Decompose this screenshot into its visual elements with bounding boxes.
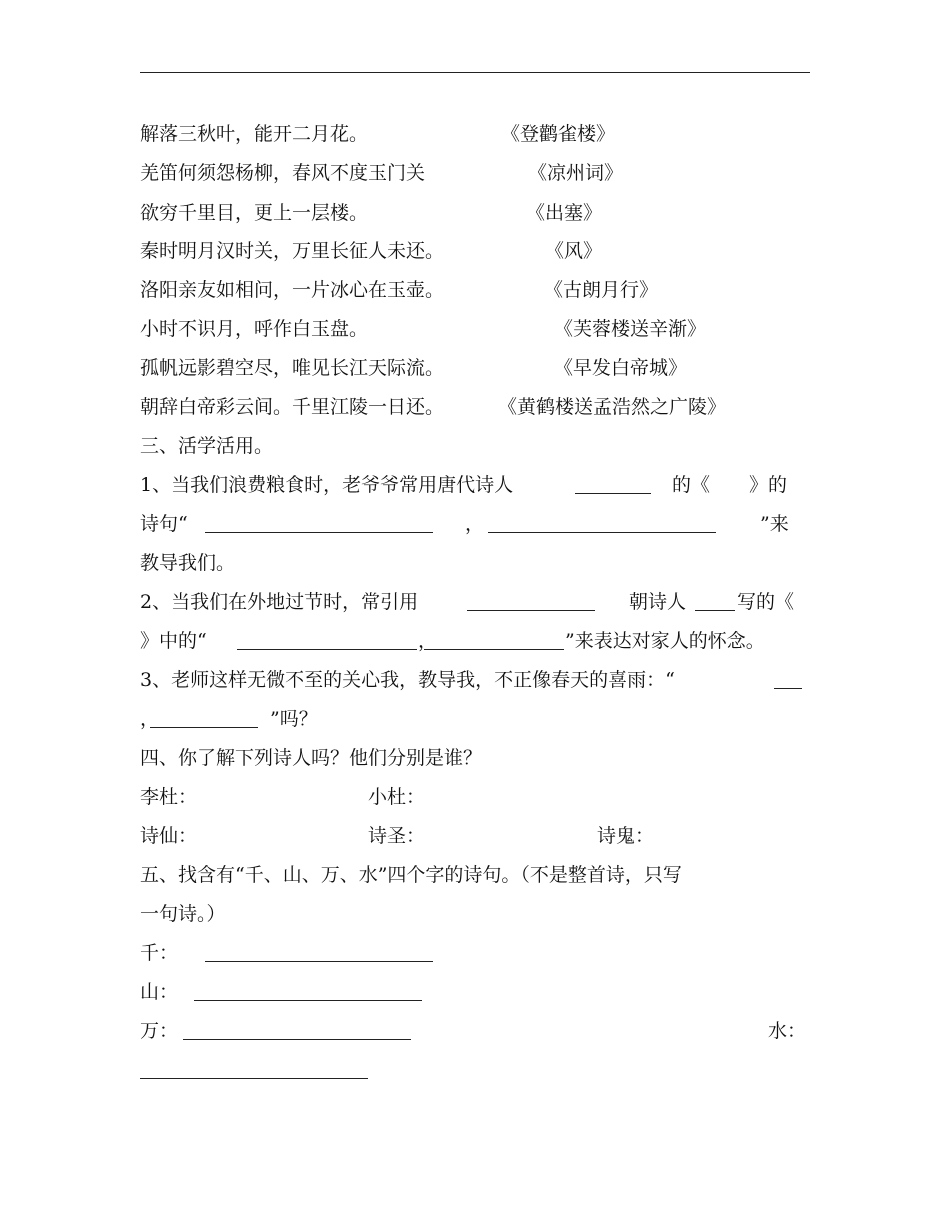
header-rule (140, 72, 810, 73)
wan-blank[interactable] (183, 1020, 411, 1040)
label-shui: 水： (768, 1020, 807, 1042)
poem-title: 《黄鹤楼送孟浩然之广陵》 (498, 396, 727, 418)
verse-line: 羌笛何须怨杨柳，春风不度玉门关 (140, 162, 426, 184)
label-shi-xian: 诗仙： (140, 825, 198, 847)
q2-text-c: 写的《 (737, 591, 795, 613)
q1-verse-blank-1[interactable] (205, 513, 433, 533)
q3-text-a: 3、老师这样无微不至的关心我，教导我，不正像春天的喜雨：“ (140, 669, 675, 691)
q1-text-c: 》的 (749, 474, 788, 496)
q1-text-d: 诗句“ (140, 513, 188, 535)
shui-blank[interactable] (140, 1059, 368, 1079)
q1-text-a: 1、当我们浪费粮食时，老爷爷常用唐代诗人 (140, 474, 514, 496)
verse-line: 洛阳亲友如相问，一片冰心在玉壶。 (140, 279, 445, 301)
q2-text-f: ”来表达对家人的怀念。 (565, 630, 765, 652)
q2-text-e: ， (418, 630, 438, 652)
q1-text-e: ， (465, 513, 485, 535)
shan-blank[interactable] (194, 981, 422, 1001)
q3-text-b: ， (140, 708, 160, 730)
label-li-du: 李杜： (140, 786, 198, 808)
q1-verse-blank-2[interactable] (488, 513, 716, 533)
label-shi-gui: 诗鬼： (597, 825, 655, 847)
q2-verse-blank-1[interactable] (237, 630, 417, 650)
poem-title: 《芙蓉楼送辛渐》 (554, 318, 707, 340)
q2-verse-blank-2[interactable] (424, 630, 564, 650)
poem-title: 《登鹳雀楼》 (501, 123, 616, 145)
q1-text-f: ”来 (760, 513, 789, 535)
label-xiao-du: 小杜： (368, 786, 426, 808)
poem-title: 《风》 (545, 240, 603, 262)
verse-line: 欲穷千里目，更上一层楼。 (140, 202, 369, 224)
poem-title: 《出塞》 (526, 202, 603, 224)
verse-line: 小时不识月，呼作白玉盘。 (140, 318, 369, 340)
label-shan: 山： (140, 981, 179, 1003)
q2-text-b: 朝诗人 (629, 591, 687, 613)
section5-heading-line1: 五、找含有“千、山、万、水”四个字的诗句。（不是整首诗，只写 (140, 864, 682, 886)
q2-poet-blank[interactable] (695, 591, 735, 611)
q2-text-d: 》中的“ (140, 630, 207, 652)
verse-line: 孤帆远影碧空尽，唯见长江天际流。 (140, 357, 445, 379)
q3-verse-blank-1[interactable] (774, 669, 802, 689)
section4-heading: 四、你了解下列诗人吗？他们分别是谁？ (140, 747, 483, 769)
q3-verse-blank-2[interactable] (150, 708, 258, 728)
q2-dynasty-blank[interactable] (467, 591, 595, 611)
label-qian: 千： (140, 942, 179, 964)
label-shi-sheng: 诗圣： (368, 825, 426, 847)
qian-blank[interactable] (205, 942, 433, 962)
poem-title: 《凉州词》 (528, 162, 624, 184)
verse-line: 解落三秋叶，能开二月花。 (140, 123, 369, 145)
q3-text-c: ”吗？ (270, 708, 318, 730)
label-wan: 万： (140, 1020, 179, 1042)
verse-line: 秦时明月汉时关，万里长征人未还。 (140, 240, 445, 262)
poem-title: 《早发白帝城》 (554, 357, 688, 379)
q2-text-a: 2、当我们在外地过节时，常引用 (140, 591, 419, 613)
q1-text-g: 教导我们。 (140, 552, 236, 574)
q1-poet-blank[interactable] (575, 474, 651, 494)
section3-heading: 三、活学活用。 (140, 435, 274, 457)
q1-text-b: 的《 (672, 474, 711, 496)
poem-title: 《古朗月行》 (544, 279, 659, 301)
verse-line: 朝辞白帝彩云间。千里江陵一日还。 (140, 396, 445, 418)
section5-heading-line2: 一句诗。） (140, 903, 226, 925)
